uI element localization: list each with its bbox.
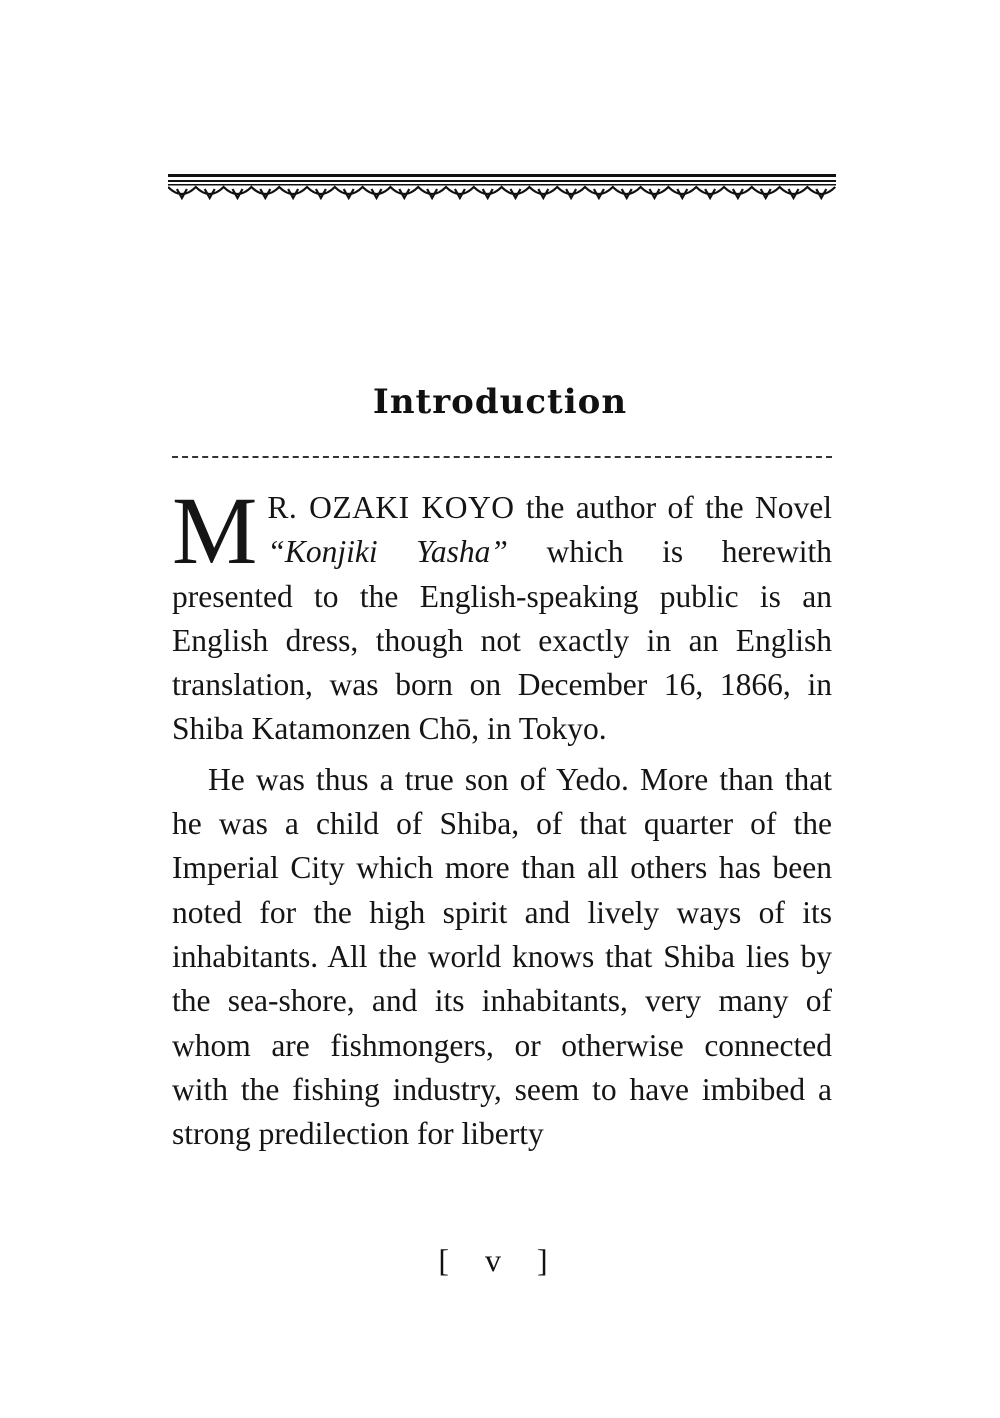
paragraph-1 (172, 477, 833, 752)
drop-cap: M (172, 477, 258, 584)
decorative-header-border (168, 174, 836, 204)
page-title: Introduction (372, 382, 628, 422)
heading-divider (172, 456, 832, 458)
paragraph-2: He was thus a true son of Yedo. More than that he was a child of Shiba, of that quarter of the Imperial City which more than all others has been noted for the high spirit and lively ways of its inhabitants. All the world knows that Shiba lies by the sea-shore, and its inhabitants, very many of whom are fishmongers, or otherwise connected with the fishing industry, seem to have imbibed a strong predilection for liberty (172, 761, 832, 1152)
paragraph-1-lead: R. OZAKI KOYO (267, 490, 515, 525)
page-number: [ v ] (438, 1242, 562, 1278)
paragraph-1-text-b: which is herewith presented to the English-speaking public is an English dress, though not exactly in an English translation, was born on December 16, 1866, in Shiba Katamonzen Chō, in Tokyo. (172, 534, 833, 747)
paragraph-1-text-a: the author of the Novel (514, 490, 832, 525)
body-text (172, 477, 833, 1156)
novel-title: “Konjiki Yasha” (267, 534, 508, 570)
